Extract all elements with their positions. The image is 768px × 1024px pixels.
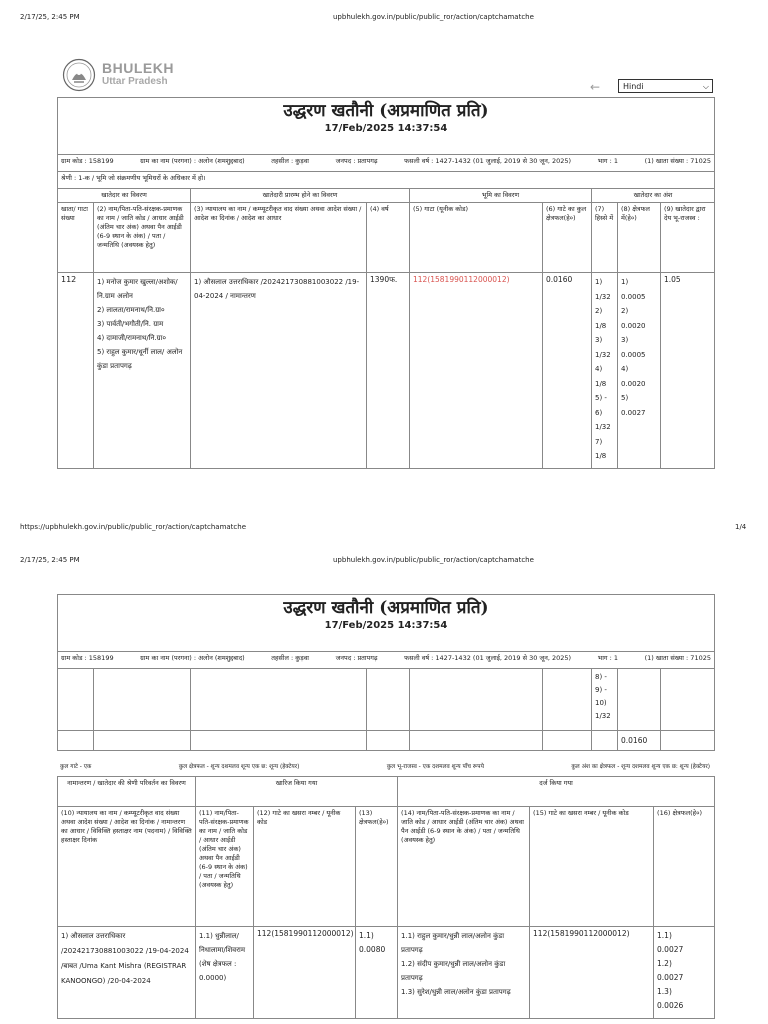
totals-line [60, 762, 710, 770]
up-emblem-icon [62, 58, 96, 92]
bhulekh-logo[interactable] [62, 58, 202, 94]
col-header-4: (4) वर्ष [367, 203, 410, 273]
village-name: ग्राम का नाम (परगना) : अलोन (शमशुद्दबाद) [140, 654, 245, 662]
owner-item: 1.2) संदीप कुमार/धुन्नी लाल/अलोन कुंडा प्रतापगढ़ [401, 960, 506, 982]
col-header-11: (11) नाम/पिता-पति-संरक्षक-प्रमाणक का नाम / जाति कोड / आधार आईडी (अंतिम चार अंक) अथवा पैन आईडी (6-9 स्थान के अंक) / पता / जन्मतिथि (अवयस्क हेतु) [196, 807, 254, 927]
area-line: 0.0027 [657, 945, 684, 954]
brand-title: BHULEKH [102, 60, 174, 76]
section-ansh: खातेदार का अंश [592, 189, 715, 203]
document-date: 17/Feb/2025 14:37:54 [324, 123, 448, 134]
section-namantaran: नामान्तरण / खातेदार की श्रेणी परिवर्तन का विवरण [58, 777, 196, 807]
print-datetime-2: 2/17/25, 2:45 PM [20, 556, 80, 564]
share-line: 1/8 [595, 321, 607, 330]
darj-owners-cell [398, 927, 530, 1019]
col-header-1: खाता/ गाटा संख्या [58, 203, 94, 273]
section-darj: दर्ज किया गया [398, 777, 715, 807]
owner-item: 1.3) सुरेश/धुन्नी लाल/अलोन कुंडा प्रतापगढ़ [401, 988, 511, 996]
print-page-number: 1/4 [735, 523, 747, 531]
areas-cell [618, 273, 661, 469]
village-code: ग्राम कोड : 158199 [61, 654, 114, 662]
year-cell: 1390फ. [367, 273, 410, 469]
bhag: भाग : 1 [597, 157, 619, 165]
col-header-15: (15) गाटे का खसरा नम्बर / यूनीक कोड [530, 807, 654, 927]
col-header-5: (5) गाटा (यूनीक कोड) [410, 203, 543, 273]
fasli-year: फसली वर्ष : 1427-1432 (01 जुलाई, 2019 से 30 जून, 2025) [404, 654, 572, 662]
col-header-7: (7) हिस्से में [592, 203, 618, 273]
print-url-header-2: upbhulekh.gov.in/public/public_ror/action/captchamatche [333, 556, 534, 564]
col-header-2: (2) नाम/पिता-पति-संरक्षक-प्रमाणक का नाम / जाति कोड / आधार आईडी (अंतिम चार अंक) अथवा पैन आईडी (6-9 स्थान के अंक) / पता / जन्मतिथि (अवयस्क हेतु) [94, 203, 191, 273]
kharij-owner-cell: 1.1) धुन्नीलाल/ निधालामा/शिवराम (शेष क्षेत्रफल : 0.0000) [196, 927, 254, 1019]
col-header-6: (6) गाटे का कुल क्षेत्रफल(हे०) [543, 203, 592, 273]
language-selected: Hindi [623, 82, 644, 91]
darj-areas-cell [654, 927, 715, 1019]
table-row [58, 927, 715, 1019]
total-share-area: कुल अंश का क्षेत्रफल - शून्य दशमलव शून्य एक छ: शून्य (हेक्टेयर) [571, 764, 710, 770]
col-header-16: (16) क्षेत्रफल(हे०) [654, 807, 715, 927]
khata-cell: 112 [58, 273, 94, 469]
kharij-gata-cell: 112(1581990112000012) [254, 927, 356, 1019]
print-url-footer: https://upbhulekh.gov.in/public/public_ror/action/captchamatche [20, 523, 247, 531]
share-line: 1/32 [595, 423, 611, 431]
owners-cell [94, 273, 191, 469]
total-area-cell: 0.0160 [543, 273, 592, 469]
tehsil: तहसील : कुड़वा [271, 654, 309, 662]
document-title-2: उद्धरण खतौनी (अप्रमाणित प्रति) [283, 598, 489, 618]
district: जनपद : प्रतापगढ़ [335, 654, 378, 662]
document-title: उद्धरण खतौनी (अप्रमाणित प्रति) [283, 101, 489, 121]
share-line: 1/32 [595, 712, 611, 720]
total-revenue: कुल भू-राजस्व - एक दशमलव शून्य पाँच रूपये [386, 764, 484, 770]
col-header-14: (14) नाम/पिता-पति-संरक्षक-प्रमाणक का नाम / जाति कोड / आधार आईडी (अंतिम चार अंक) अथवा पैन आईडी (6-9 स्थान के अंक) / पता / जन्मतिथि (अवयस्क हेतु) [398, 807, 530, 927]
back-arrow-icon[interactable]: ← [590, 80, 601, 94]
area-line: 0.0020 [621, 321, 646, 330]
col-header-13: (13) क्षेत्रफल(हे०) [356, 807, 398, 927]
village-code: ग्राम कोड : 158199 [61, 157, 114, 165]
total-gata: कुल गाटे - एक [60, 764, 92, 770]
share-line: 7) [595, 437, 603, 446]
area-line: 1.2) [657, 959, 672, 968]
area-line: 3) [621, 336, 629, 344]
col-header-9: (9) खातेदार द्वारा देय भू-राजस्व : [661, 203, 715, 273]
area-line: 0.0005 [621, 292, 646, 301]
col-header-3: (3) न्यायालय का नाम / कम्प्यूटरीकृत वाद संख्या अथवा आदेश संख्या / आदेश का दिनांक / आदेश का आधार [191, 203, 367, 273]
area-line: 0.0027 [657, 973, 684, 982]
order-cell: 1) औसलाल उत्तराधिकार /202421730881003022 /19-04-2024 / नामान्तरण [191, 273, 367, 469]
owner-item: 4) दामाजी/रामनाथ/नि.ग्रा० [97, 334, 167, 342]
area-line: 4) [621, 365, 629, 373]
owner-item: 1.1) राहुल कुमार/धुन्नी लाल/अलोन कुंडा प्रतापगढ़ [401, 932, 505, 954]
chevron-down-icon: ⌵ [702, 82, 709, 91]
fasli-year: फसली वर्ष : 1427-1432 (01 जुलाई, 2019 से 30 जून, 2025) [404, 157, 572, 165]
share-line: 6) [595, 408, 603, 417]
share-line: 10) [595, 699, 607, 707]
table-row [58, 731, 715, 751]
area-total-cell: 0.0160 [618, 731, 661, 751]
darj-gata-cell: 112(1581990112000012) [530, 927, 654, 1019]
share-line: 3) [595, 336, 603, 344]
khatauni-table-page2 [57, 594, 715, 751]
share-line: 2) [595, 307, 603, 315]
section-kharij: खारिज किया गया [196, 777, 398, 807]
language-select[interactable] [618, 79, 713, 93]
area-line: 5) [621, 394, 629, 402]
revenue-cell: 1.05 [661, 273, 715, 469]
print-datetime: 2/17/25, 2:45 PM [20, 13, 80, 21]
namantaran-order-cell: 1) औसलाल उत्तराधिकार /202421730881003022 /19-04-2024 /बाबत /Uma Kant Mishra (REGISTRAR KANOONGO) /20-04-2024 [58, 927, 196, 1019]
share-line: 9) - [595, 686, 607, 694]
khata-number: (1) खाता संख्या : 71025 [644, 157, 711, 165]
section-prapti: खातेदारी प्रारम्भ होने का विवरण [191, 189, 410, 203]
col-header-10: (10) न्यायालय का नाम / कम्प्यूटरीकृत वाद संख्या अथवा आदेश संख्या / आदेश का दिनांक / नामान्तरण का आधार / विविक्ति हस्ताक्षर नाम (पदनाम) / विविक्ति हस्ताक्षर दिनांक [58, 807, 196, 927]
owner-item: 5) राहुल कुमार/धूर्नी लाल/ अलोन कुंडा प्रतापगढ़ [97, 348, 183, 370]
shares-cont-cell [592, 669, 618, 731]
owner-item: 3) पार्वती/भगौती/नि. ग्राम [97, 320, 164, 328]
area-line: 2) [621, 307, 629, 315]
share-line: 1) [595, 278, 603, 286]
area-line: 1.1) [657, 931, 672, 940]
table-row [58, 669, 715, 731]
area-line: 0.0027 [621, 408, 646, 417]
document-date-2: 17/Feb/2025 14:37:54 [324, 620, 448, 631]
total-area: कुल क्षेत्रफल - शून्य दशमलव शून्य एक छ: शून्य (हेक्टेयर) [178, 764, 300, 770]
area-line: 1.1) [359, 931, 374, 940]
khata-number: (1) खाता संख्या : 71025 [644, 654, 711, 662]
category-line: श्रेणी : 1-क / भूमि जो संक्रमणीय भूमिधरों के अधिकार में हो। [58, 172, 715, 189]
khatauni-table-page1 [57, 97, 715, 469]
namantaran-table [57, 776, 715, 1019]
share-line: 5) - [595, 394, 607, 402]
share-line: 1/32 [595, 292, 611, 301]
share-line: 4) [595, 365, 603, 373]
area-line: 0.0020 [621, 379, 646, 388]
district: जनपद : प्रतापगढ़ [335, 157, 378, 165]
owner-item: 1) मनोज कुमार खुल्ला/अशोक/ नि.ग्राम अलोन [97, 278, 178, 300]
brand-subtitle: Uttar Pradesh [102, 76, 168, 87]
section-bhumi: भूमि का विवरण [410, 189, 592, 203]
share-line: 1/32 [595, 350, 611, 359]
section-khatedar: खातेदार का विवरण [58, 189, 191, 203]
share-line: 1/8 [595, 452, 607, 460]
area-line: 1) [621, 278, 629, 286]
col-header-8: (8) क्षेत्रफल में(हे०) [618, 203, 661, 273]
share-line: 8) - [595, 673, 607, 681]
area-line: 0.0005 [621, 350, 646, 359]
print-url-header: upbhulekh.gov.in/public/public_ror/action/captchamatche [333, 13, 534, 21]
share-line: 1/8 [595, 379, 607, 388]
area-line: 0.0080 [359, 945, 386, 954]
gata-link[interactable]: 112(1581990112000012) [410, 273, 543, 469]
shares-cell [592, 273, 618, 469]
tehsil: तहसील : कुड़वा [271, 157, 309, 165]
bhag: भाग : 1 [597, 654, 619, 662]
area-line: 1.3) [657, 987, 672, 996]
owner-item: 2) लालता/रामनाथ/नि.ग्रा० [97, 306, 165, 314]
village-name: ग्राम का नाम (परगना) : अलोन (शमशुद्दबाद) [140, 157, 245, 165]
area-line: 0.0026 [657, 1001, 684, 1010]
col-header-12: (12) गाटे का खसरा नम्बर / यूनीक कोड [254, 807, 356, 927]
kharij-area-cell [356, 927, 398, 1019]
table-row [58, 273, 715, 469]
